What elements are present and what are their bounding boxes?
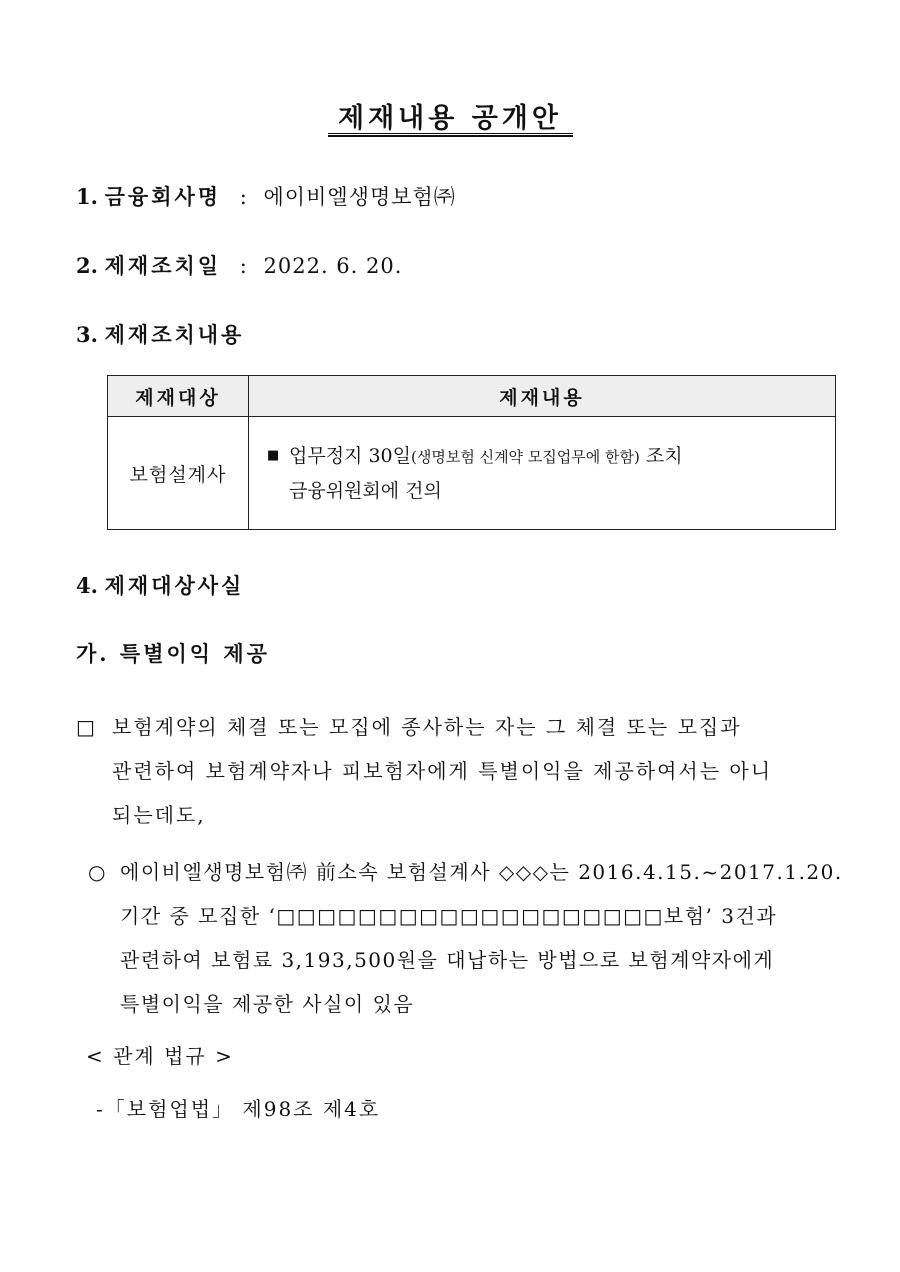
header-target: 제재대상 [108,376,249,417]
para1-line: 관련하여 보험계약자나 피보험자에게 특별이익을 제공하여서는 아니 [112,759,773,783]
section-4-heading [76,570,244,600]
content-line-2: 금융위원회에 건의 [289,479,442,502]
table-header-row [108,376,836,417]
section-number: 1. [76,184,98,209]
section-number: 4. [76,573,98,598]
content-text [289,439,683,474]
sanction-date: 2022. 6. 20. [263,254,403,278]
sanction-table [107,375,836,530]
table-row [108,417,836,530]
cell-target: 보험설계사 [108,417,249,530]
section-number: 3. [76,322,98,347]
header-content: 제재내용 [249,376,836,417]
related-law-item: -「보험업법」 제98조 제4호 [96,1097,381,1121]
colon: : [239,185,247,209]
para2-line: 관련하여 보험료 3,193,500원을 대납하는 방법으로 보험계약자에게 [120,948,775,972]
para1-line: 보험계약의 체결 또는 모집에 종사하는 자는 그 체결 또는 모집과 [112,715,742,739]
section-2-date [76,250,402,280]
paragraph-1 [76,705,772,837]
cell-content [249,417,836,530]
content-tail: 조치 [639,444,683,467]
section-3-heading [76,319,244,349]
para2-line: 기간 중 모집한 ‘□□□□□□□□□□□□□□□□□□□보험’ 3건과 [120,904,778,928]
square-bullet-icon: ■ [267,447,280,463]
section-label: 금융회사명 [104,184,222,209]
para2-line: 특별이익을 제공한 사실이 있음 [120,992,415,1016]
circle-bullet-icon: ○ [88,860,107,884]
para2-line: 에이비엘생명보험㈜ 前소속 보험설계사 ◇◇◇는 2016.4.15.~2017.1.20. [120,860,843,884]
paragraph-2 [88,850,843,1026]
section-label: 제재조치내용 [104,322,245,347]
content-note: (생명보험 신계약 모집업무에 한함) [411,447,640,466]
section-label: 제재대상사실 [104,573,245,598]
company-name: 에이비엘생명보험㈜ [263,185,456,209]
checkbox-square-icon: □ [76,715,97,739]
subsection-heading: 가. 특별이익 제공 [76,641,270,666]
title-underline [328,133,573,137]
page-title: 제재내용 공개안 [338,103,562,134]
para1-line: 되는데도, [112,803,206,827]
section-1-company [76,181,456,211]
content-main: 업무정지 30일 [289,444,411,467]
content-line-1 [267,439,827,474]
colon: : [239,254,247,278]
section-label: 제재조치일 [104,253,222,278]
section-number: 2. [76,253,98,278]
related-law-heading: < 관계 법규 > [86,1044,234,1068]
